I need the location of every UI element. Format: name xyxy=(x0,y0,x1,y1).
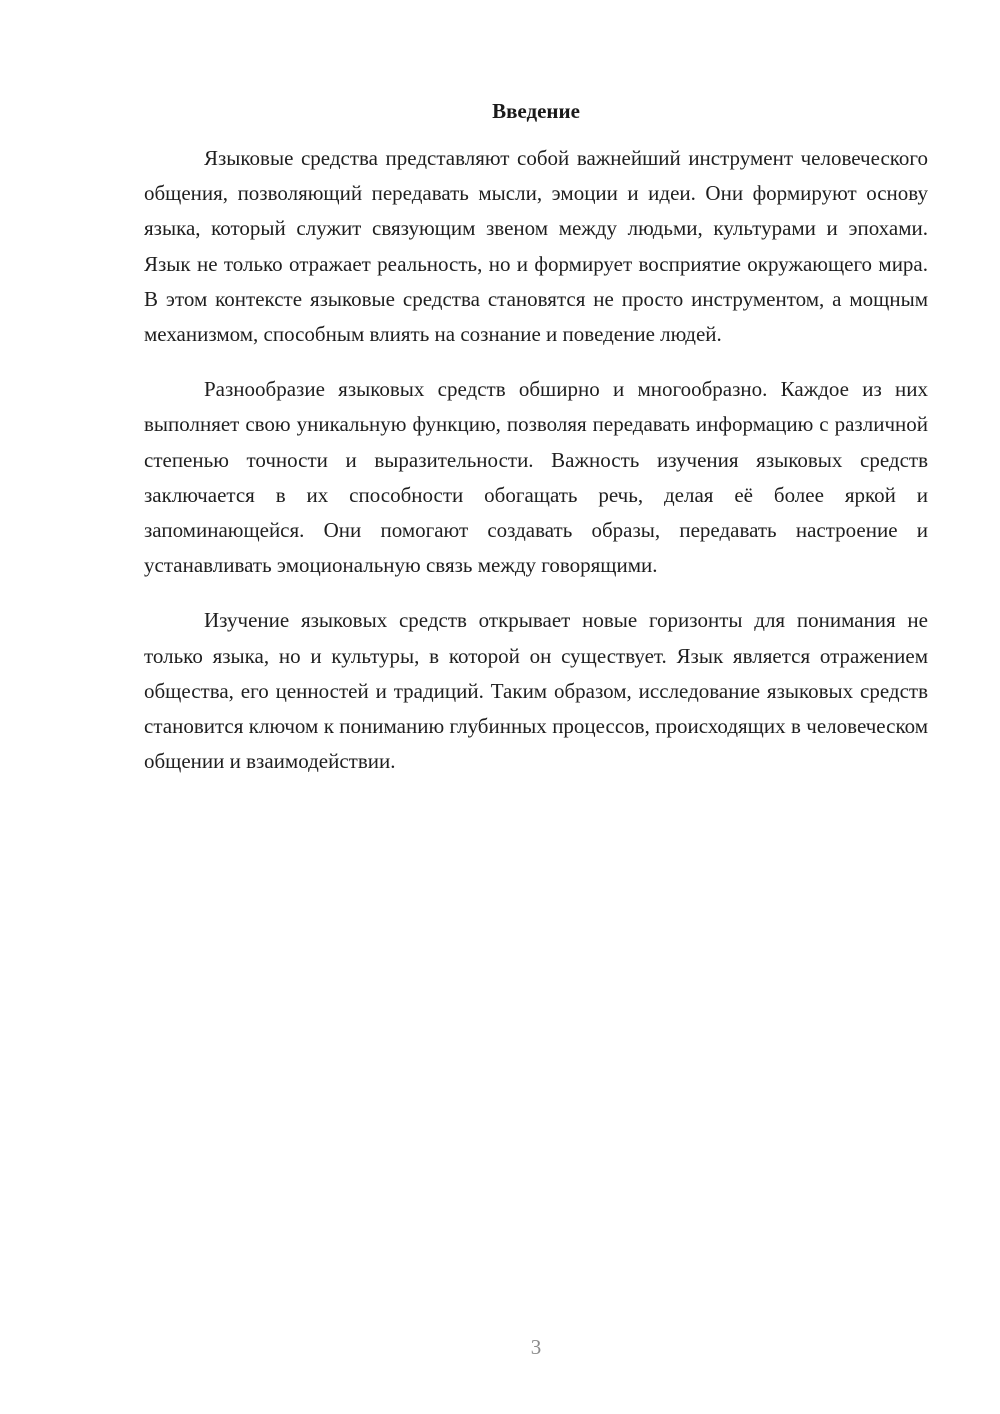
body-text xyxy=(144,141,928,799)
paragraph-3: Изучение языковых средств открывает новые горизонты для понимания не только языка, но и культуры, в которой он существует. Язык является отражением общества, его ценностей и традиций. Таким образом, исследование языковых средств становится ключом к пониманию глубинных процессов, происходящих в человеческом общении и взаимодействии. xyxy=(144,608,928,774)
page-number: 3 xyxy=(530,1335,542,1359)
paragraph-2: Разнообразие языковых средств обширно и многообразно. Каждое из них выполняет свою уникальную функцию, позволяя передавать информацию с различной степенью точности и выразительности. Важность изучения языковых средств заключается в их способности обогащать речь, делая её более яркой и запоминающейся. Они помогают создавать образы, передавать настроение и устанавливать эмоциональную связь между говорящими. xyxy=(144,377,928,578)
paragraph-1: Языковые средства представляют собой важнейший инструмент человеческого общения, позволяющий передавать мысли, эмоции и идеи. Они формируют основу языка, который служит связующим звеном между людьми, культурами и эпохами. Язык не только отражает реальность, но и формирует восприятие окружающего мира. В этом контексте языковые средства становятся не просто инструментом, а мощным механизмом, способным влиять на сознание и поведение людей. xyxy=(144,146,928,347)
page-title: Введение xyxy=(492,99,580,123)
